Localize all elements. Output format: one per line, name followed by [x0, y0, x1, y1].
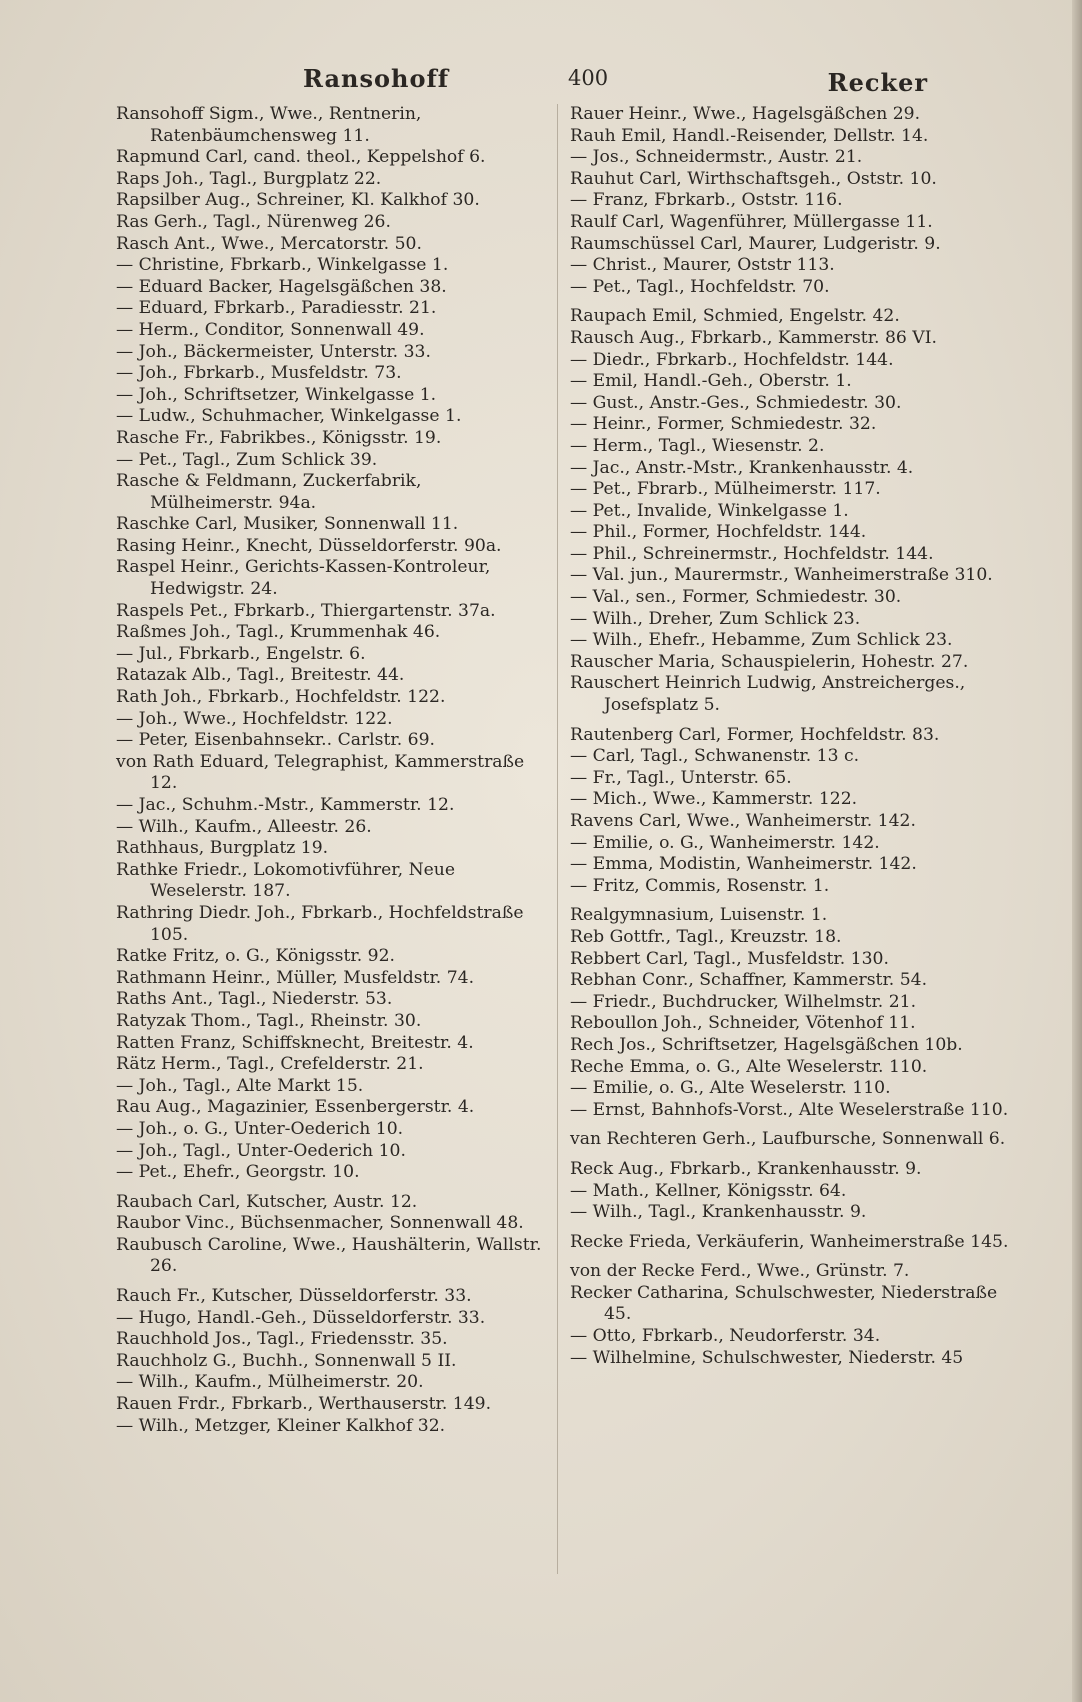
directory-entry: — Math., Kellner, Königsstr. 64. — [570, 1180, 847, 1201]
directory-entry: Raps Joh., Tagl., Burgplatz 22. — [116, 168, 382, 189]
directory-entry: Ransohoff Sigm., Wwe., Rentnerin, Ratenbäumchensweg 11. — [116, 104, 422, 146]
directory-entry: — Pet., Ehefr., Georgstr. 10. — [116, 1162, 360, 1183]
directory-entry: Rauen Frdr., Fbrkarb., Werthauserstr. 149. — [116, 1394, 492, 1415]
directory-entry: — Heinr., Former, Schmiedestr. 32. — [570, 414, 877, 435]
directory-entry: — Friedr., Buchdrucker, Wilhelmstr. 21. — [570, 991, 917, 1012]
directory-entry: — Franz, Fbrkarb., Oststr. 116. — [570, 190, 843, 211]
directory-entry: Rausch Aug., Fbrkarb., Kammerstr. 86 VI. — [570, 327, 937, 348]
directory-entry: — Jac., Schuhm.-Mstr., Kammerstr. 12. — [116, 795, 455, 815]
directory-entry: Rath Joh., Fbrkarb., Hochfeldstr. 122. — [116, 687, 446, 708]
directory-entry: — Wilh., Metzger, Kleiner Kalkhof 32. — [116, 1415, 446, 1436]
directory-entry: Rebhan Conr., Schaffner, Kammerstr. 54. — [570, 970, 928, 991]
directory-entry: Rebbert Carl, Tagl., Musfeldstr. 130. — [570, 948, 889, 969]
directory-entry: Reche Emma, o. G., Alte Weselerstr. 110. — [570, 1056, 928, 1077]
directory-entry: — Gust., Anstr.-Ges., Schmiedestr. 30. — [570, 392, 902, 413]
directory-entry: Raspel Heinr., Gerichts-Kassen-Kontroleur, Hedwigstr. 24. — [116, 557, 491, 600]
directory-entry: Rasche & Feldmann, Zuckerfabrik, Mülheimerstr. 94a. — [116, 471, 422, 513]
directory-entry: Ratyzak Thom., Tagl., Rheinstr. 30. — [116, 1010, 422, 1031]
directory-entry: — Joh., Schriftsetzer, Winkelgasse 1. — [116, 384, 437, 405]
directory-entry: — Pet., Invalide, Winkelgasse 1. — [570, 500, 849, 521]
directory-entry: — Otto, Fbrkarb., Neudorferstr. 34. — [570, 1326, 881, 1347]
directory-entry: Recke Frieda, Verkäuferin, Wanheimerstraße 145. — [570, 1231, 1009, 1252]
directory-entry: Raupach Emil, Schmied, Engelstr. 42. — [570, 306, 900, 327]
directory-entry: Rathke Friedr., Lokomotivführer, Neue Weselerstr. 187. — [116, 859, 456, 902]
directory-entry: — Eduard Backer, Hagelsgäßchen 38. — [116, 276, 447, 297]
directory-entry: — Herm., Tagl., Wiesenstr. 2. — [570, 435, 825, 456]
directory-entry: Ratten Franz, Schiffsknecht, Breitestr. 4. — [116, 1032, 474, 1053]
directory-entry: Rasing Heinr., Knecht, Düsseldorferstr. 90a. — [116, 535, 502, 556]
directory-entry: — Hugo, Handl.-Geh., Düsseldorferstr. 33. — [116, 1307, 486, 1328]
directory-entry: Rapmund Carl, cand. theol., Keppelshof 6. — [116, 147, 486, 168]
directory-entry: Ratazak Alb., Tagl., Breitestr. 44. — [116, 665, 405, 686]
directory-entry: — Wilh., Dreher, Zum Schlick 23. — [570, 608, 861, 629]
directory-entry: — Wilh., Kaufm., Mülheimerstr. 20. — [116, 1372, 424, 1393]
directory-entry: von Rath Eduard, Telegraphist, Kammerstraße 12. — [116, 751, 525, 794]
directory-entry: — Jul., Fbrkarb., Engelstr. 6. — [116, 643, 366, 664]
header-left-keyword: Ransohoff — [303, 64, 450, 93]
directory-entry: — Wilh., Ehefr., Hebamme, Zum Schlick 23. — [570, 630, 953, 651]
directory-entry: Raubach Carl, Kutscher, Austr. 12. — [116, 1191, 418, 1212]
directory-entry: — Fritz, Commis, Rosenstr. 1. — [570, 875, 830, 896]
directory-entry: Ras Gerh., Tagl., Nürenweg 26. — [116, 211, 391, 232]
directory-entry: Reboullon Joh., Schneider, Vötenhof 11. — [570, 1013, 916, 1034]
directory-entry: — Jac., Anstr.-Mstr., Krankenhausstr. 4. — [570, 457, 914, 478]
directory-entry: — Diedr., Fbrkarb., Hochfeldstr. 144. — [570, 349, 894, 370]
directory-entry: Rech Jos., Schriftsetzer, Hagelsgäßchen 10b. — [570, 1034, 963, 1055]
directory-entry: Rautenberg Carl, Former, Hochfeldstr. 83. — [570, 724, 940, 745]
directory-entry: — Pet., Tagl., Hochfeldstr. 70. — [570, 276, 830, 297]
directory-entry: — Val. jun., Maurermstr., Wanheimerstraße 310. — [570, 565, 993, 586]
left-column — [116, 104, 546, 1437]
column-divider — [557, 104, 558, 1574]
directory-entry: — Carl, Tagl., Schwanenstr. 13 c. — [570, 746, 860, 767]
directory-entry: Raulf Carl, Wagenführer, Müllergasse 11. — [570, 211, 933, 232]
directory-entry: van Rechteren Gerh., Laufbursche, Sonnenwall 6. — [570, 1129, 1006, 1150]
directory-entry: — Christ., Maurer, Oststr 113. — [570, 255, 835, 276]
directory-entry: Raths Ant., Tagl., Niederstr. 53. — [116, 989, 393, 1010]
directory-entry: Rathhaus, Burgplatz 19. — [116, 838, 329, 859]
directory-entry: — Wilhelmine, Schulschwester, Niederstr. 45 — [570, 1347, 964, 1368]
directory-entry: Recker Catharina, Schulschwester, Niederstraße 45. — [570, 1282, 998, 1325]
directory-entry: Rauscher Maria, Schauspielerin, Hohestr. 27. — [570, 651, 969, 672]
directory-entry: — Emilie, o. G., Alte Weselerstr. 110. — [570, 1078, 891, 1099]
directory-entry: Rauschert Heinrich Ludwig, Anstreicherges., Josefsplatz 5. — [570, 673, 966, 716]
directory-entry: Rau Aug., Magazinier, Essenbergerstr. 4. — [116, 1097, 475, 1118]
directory-entry: — Pet., Tagl., Zum Schlick 39. — [116, 449, 378, 470]
directory-entry: — Emilie, o. G., Wanheimerstr. 142. — [570, 832, 880, 853]
directory-entry: Raubor Vinc., Büchsenmacher, Sonnenwall 48. — [116, 1213, 524, 1234]
directory-entry: — Wilh., Tagl., Krankenhausstr. 9. — [570, 1202, 867, 1223]
directory-entry: — Joh., Tagl., Alte Markt 15. — [116, 1075, 364, 1096]
directory-entry: — Joh., Wwe., Hochfeldstr. 122. — [116, 708, 393, 729]
directory-entry: Raßmes Joh., Tagl., Krummenhak 46. — [116, 622, 441, 643]
directory-entry: Raumschüssel Carl, Maurer, Ludgeristr. 9. — [570, 233, 941, 254]
directory-entry: Reb Gottfr., Tagl., Kreuzstr. 18. — [570, 926, 842, 947]
directory-entry: — Fr., Tagl., Unterstr. 65. — [570, 767, 792, 788]
directory-entry: — Christine, Fbrkarb., Winkelgasse 1. — [116, 255, 449, 276]
directory-entry: Rauch Fr., Kutscher, Düsseldorferstr. 33. — [116, 1286, 472, 1307]
directory-entry: — Joh., Tagl., Unter-Oederich 10. — [116, 1140, 406, 1161]
directory-entry: Rasche Fr., Fabrikbes., Königsstr. 19. — [116, 427, 442, 448]
directory-entry: — Pet., Fbrarb., Mülheimerstr. 117. — [570, 479, 881, 500]
directory-entry: Rauchholz G., Buchh., Sonnenwall 5 II. — [116, 1350, 457, 1371]
directory-entry: — Val., sen., Former, Schmiedestr. 30. — [570, 587, 902, 608]
page-edge — [1072, 0, 1082, 1702]
directory-entry: Ratke Fritz, o. G., Königsstr. 92. — [116, 946, 395, 967]
directory-entry: — Jos., Schneidermstr., Austr. 21. — [570, 147, 863, 168]
directory-entry: von der Recke Ferd., Wwe., Grünstr. 7. — [570, 1261, 910, 1282]
directory-entry: — Phil., Former, Hochfeldstr. 144. — [570, 522, 867, 543]
directory-entry: Rauhut Carl, Wirthschaftsgeh., Oststr. 10. — [570, 168, 937, 189]
page-number: 400 — [568, 66, 609, 90]
directory-entry: Reck Aug., Fbrkarb., Krankenhausstr. 9. — [570, 1158, 922, 1179]
directory-entry: — Joh., Bäckermeister, Unterstr. 33. — [116, 341, 431, 362]
directory-entry: Rathmann Heinr., Müller, Musfeldstr. 74. — [116, 967, 475, 988]
directory-entry: — Eduard, Fbrkarb., Paradiesstr. 21. — [116, 298, 437, 319]
directory-entry: Rauh Emil, Handl.-Reisender, Dellstr. 14. — [570, 125, 929, 146]
directory-entry: — Emma, Modistin, Wanheimerstr. 142. — [570, 854, 917, 875]
directory-entry: Rathring Diedr. Joh., Fbrkarb., Hochfeldstraße 105. — [116, 902, 524, 945]
directory-entry: Raspels Pet., Fbrkarb., Thiergartenstr. 37a. — [116, 600, 496, 621]
directory-entry: Rasch Ant., Wwe., Mercatorstr. 50. — [116, 233, 422, 254]
directory-entry: Ravens Carl, Wwe., Wanheimerstr. 142. — [570, 811, 916, 831]
directory-entry: Realgymnasium, Luisenstr. 1. — [570, 905, 828, 926]
directory-entry: — Ludw., Schuhmacher, Winkelgasse 1. — [116, 406, 462, 427]
directory-entry: — Mich., Wwe., Kammerstr. 122. — [570, 789, 858, 810]
directory-entry: — Peter, Eisenbahnsekr.. Carlstr. 69. — [116, 730, 435, 751]
directory-entry: — Herm., Conditor, Sonnenwall 49. — [116, 319, 425, 340]
directory-entry: — Joh., o. G., Unter-Oederich 10. — [116, 1118, 404, 1139]
directory-entry: — Phil., Schreinermstr., Hochfeldstr. 144. — [570, 543, 934, 564]
right-column — [570, 104, 1015, 1369]
page-header — [118, 60, 1038, 100]
directory-entry: — Ernst, Bahnhofs-Vorst., Alte Weselerstraße 110. — [570, 1099, 1009, 1120]
directory-entry: Raschke Carl, Musiker, Sonnenwall 11. — [116, 514, 459, 535]
directory-entry: — Joh., Fbrkarb., Musfeldstr. 73. — [116, 363, 402, 384]
directory-entry: Rätz Herm., Tagl., Crefelderstr. 21. — [116, 1054, 424, 1075]
directory-entry: — Wilh., Kaufm., Alleestr. 26. — [116, 816, 372, 837]
directory-entry: Rapsilber Aug., Schreiner, Kl. Kalkhof 30. — [116, 190, 480, 211]
directory-entry: Rauer Heinr., Wwe., Hagelsgäßchen 29. — [570, 104, 921, 124]
directory-entry: Raubusch Caroline, Wwe., Haushälterin, Wallstr. 26. — [116, 1234, 542, 1277]
header-right-keyword: Recker — [827, 68, 928, 97]
directory-entry: Rauchhold Jos., Tagl., Friedensstr. 35. — [116, 1329, 448, 1350]
directory-entry: — Emil, Handl.-Geh., Oberstr. 1. — [570, 371, 852, 392]
